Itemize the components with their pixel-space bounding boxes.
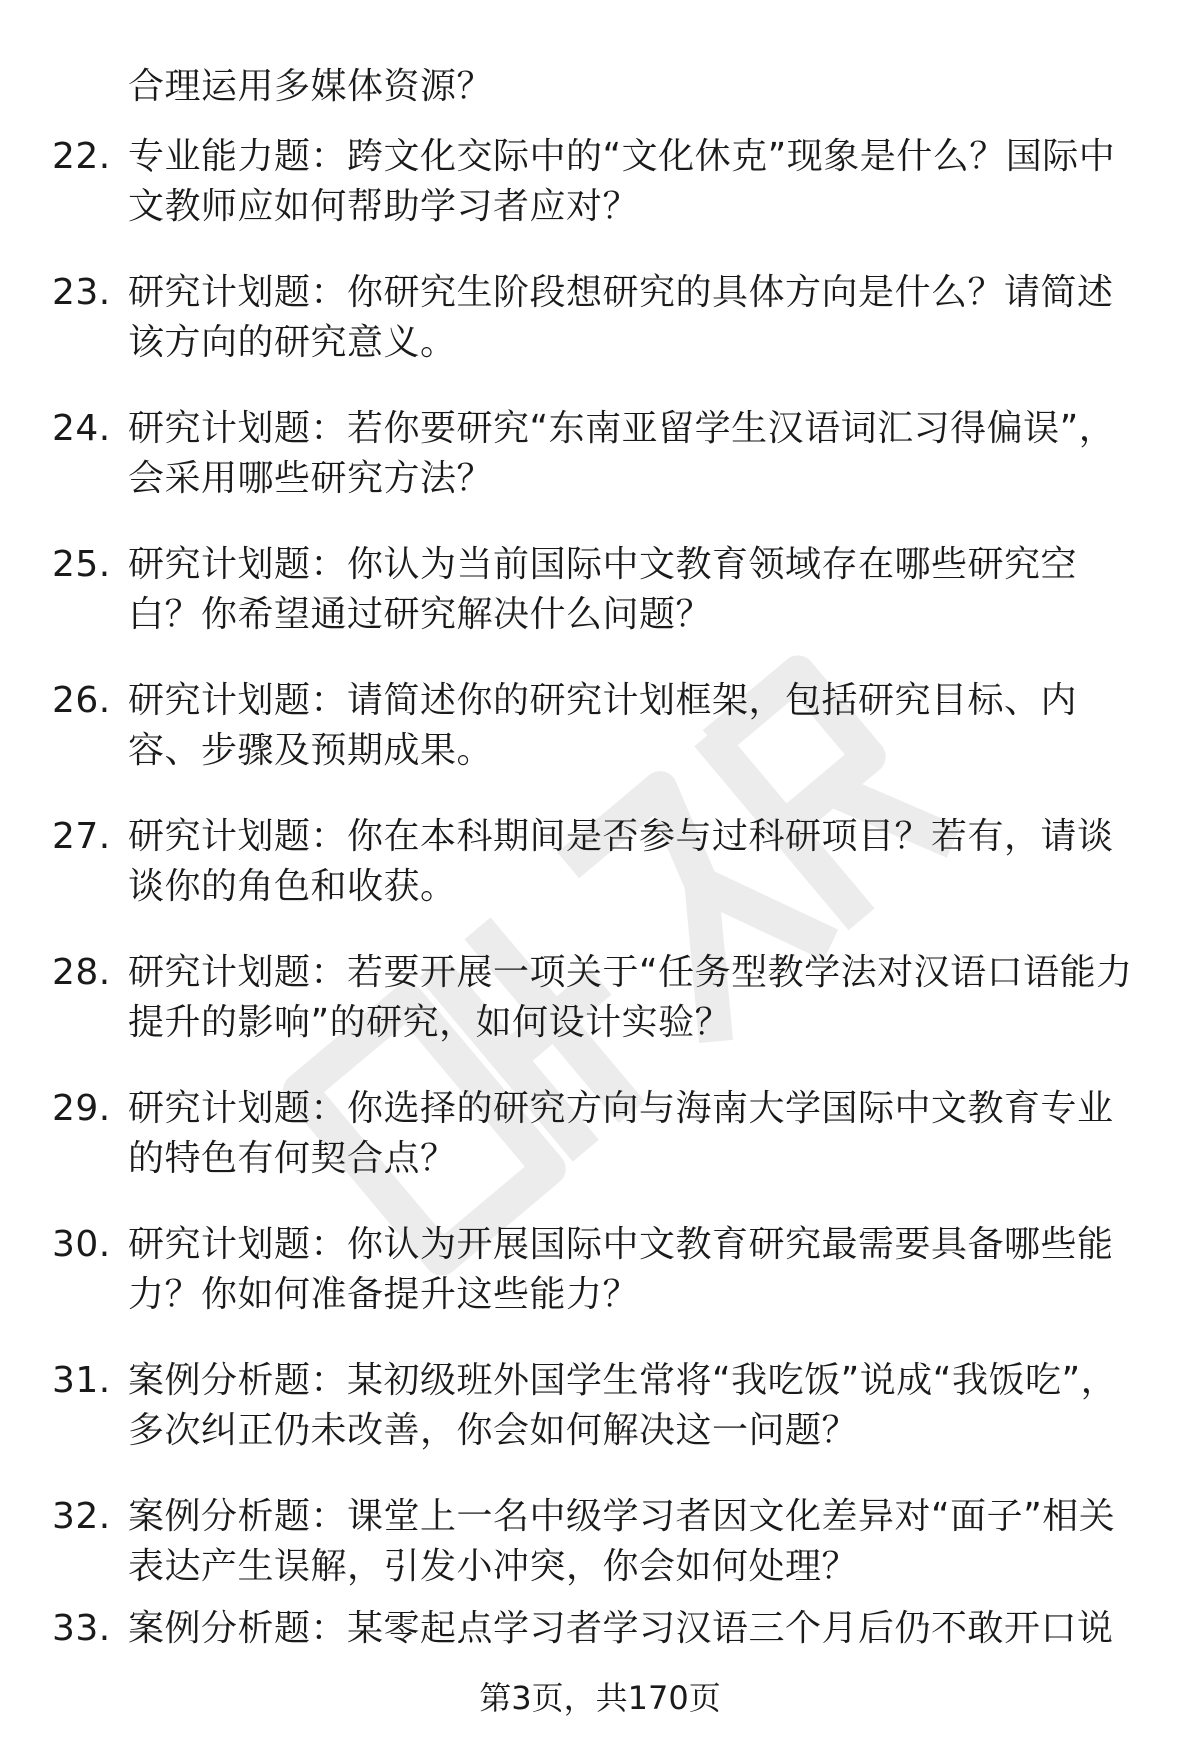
question-text: 研究计划题：你研究生阶段想研究的具体方向是什么？请简述该方向的研究意义。 [128, 272, 1114, 363]
question-text: 研究计划题：你认为当前国际中文教育领域存在哪些研究空白？你希望通过研究解决什么问题？ [128, 544, 1078, 635]
question-number: 28. [52, 952, 111, 993]
question-number: 31. [52, 1360, 111, 1401]
question-text: 研究计划题：若要开展一项关于“任务型教学法对汉语口语能力提升的影响”的研究，如何设计实验？ [128, 952, 1133, 1043]
question-text: 研究计划题：你认为开展国际中文教育研究最需要具备哪些能力？你如何准备提升这些能力？ [128, 1224, 1114, 1315]
question-number: 24. [52, 408, 111, 449]
question-text: 研究计划题：你选择的研究方向与海南大学国际中文教育专业的特色有何契合点？ [128, 1088, 1114, 1179]
question-text: 研究计划题：若你要研究“东南亚留学生汉语词汇习得偏误”，会采用哪些研究方法？ [128, 408, 1116, 499]
question-text: 专业能力题：跨文化交际中的“文化休克”现象是什么？国际中文教师应如何帮助学习者应对？ [128, 136, 1116, 227]
question-number: 30. [52, 1224, 111, 1265]
question-number: 23. [52, 272, 111, 313]
question-number: 29. [52, 1088, 111, 1129]
question-number: 22. [52, 136, 111, 177]
continuation-text: 合理运用多媒体资源？ [128, 66, 494, 107]
question-text: 案例分析题：课堂上一名中级学习者因文化差异对“面子”相关表达产生误解，引发小冲突，你会如何处理？ [128, 1496, 1116, 1587]
question-text: 案例分析题：某零起点学习者学习汉语三个月后仍不敢开口说 [128, 1608, 1114, 1649]
question-text: 研究计划题：你在本科期间是否参与过科研项目？若有，请谈谈你的角色和收获。 [128, 816, 1114, 907]
question-text: 研究计划题：请简述你的研究计划框架，包括研究目标、内容、步骤及预期成果。 [128, 680, 1078, 771]
page-footer: 第3页，共170页 [479, 1679, 721, 1717]
question-number: 26. [52, 680, 111, 721]
question-number: 32. [52, 1496, 111, 1537]
question-number: 25. [52, 544, 111, 585]
question-text: 案例分析题：某初级班外国学生常将“我吃饭”说成“我饭吃”，多次纠正仍未改善，你会如何解决这一问题？ [128, 1360, 1118, 1451]
question-number: 33. [52, 1608, 111, 1649]
question-number: 27. [52, 816, 111, 857]
